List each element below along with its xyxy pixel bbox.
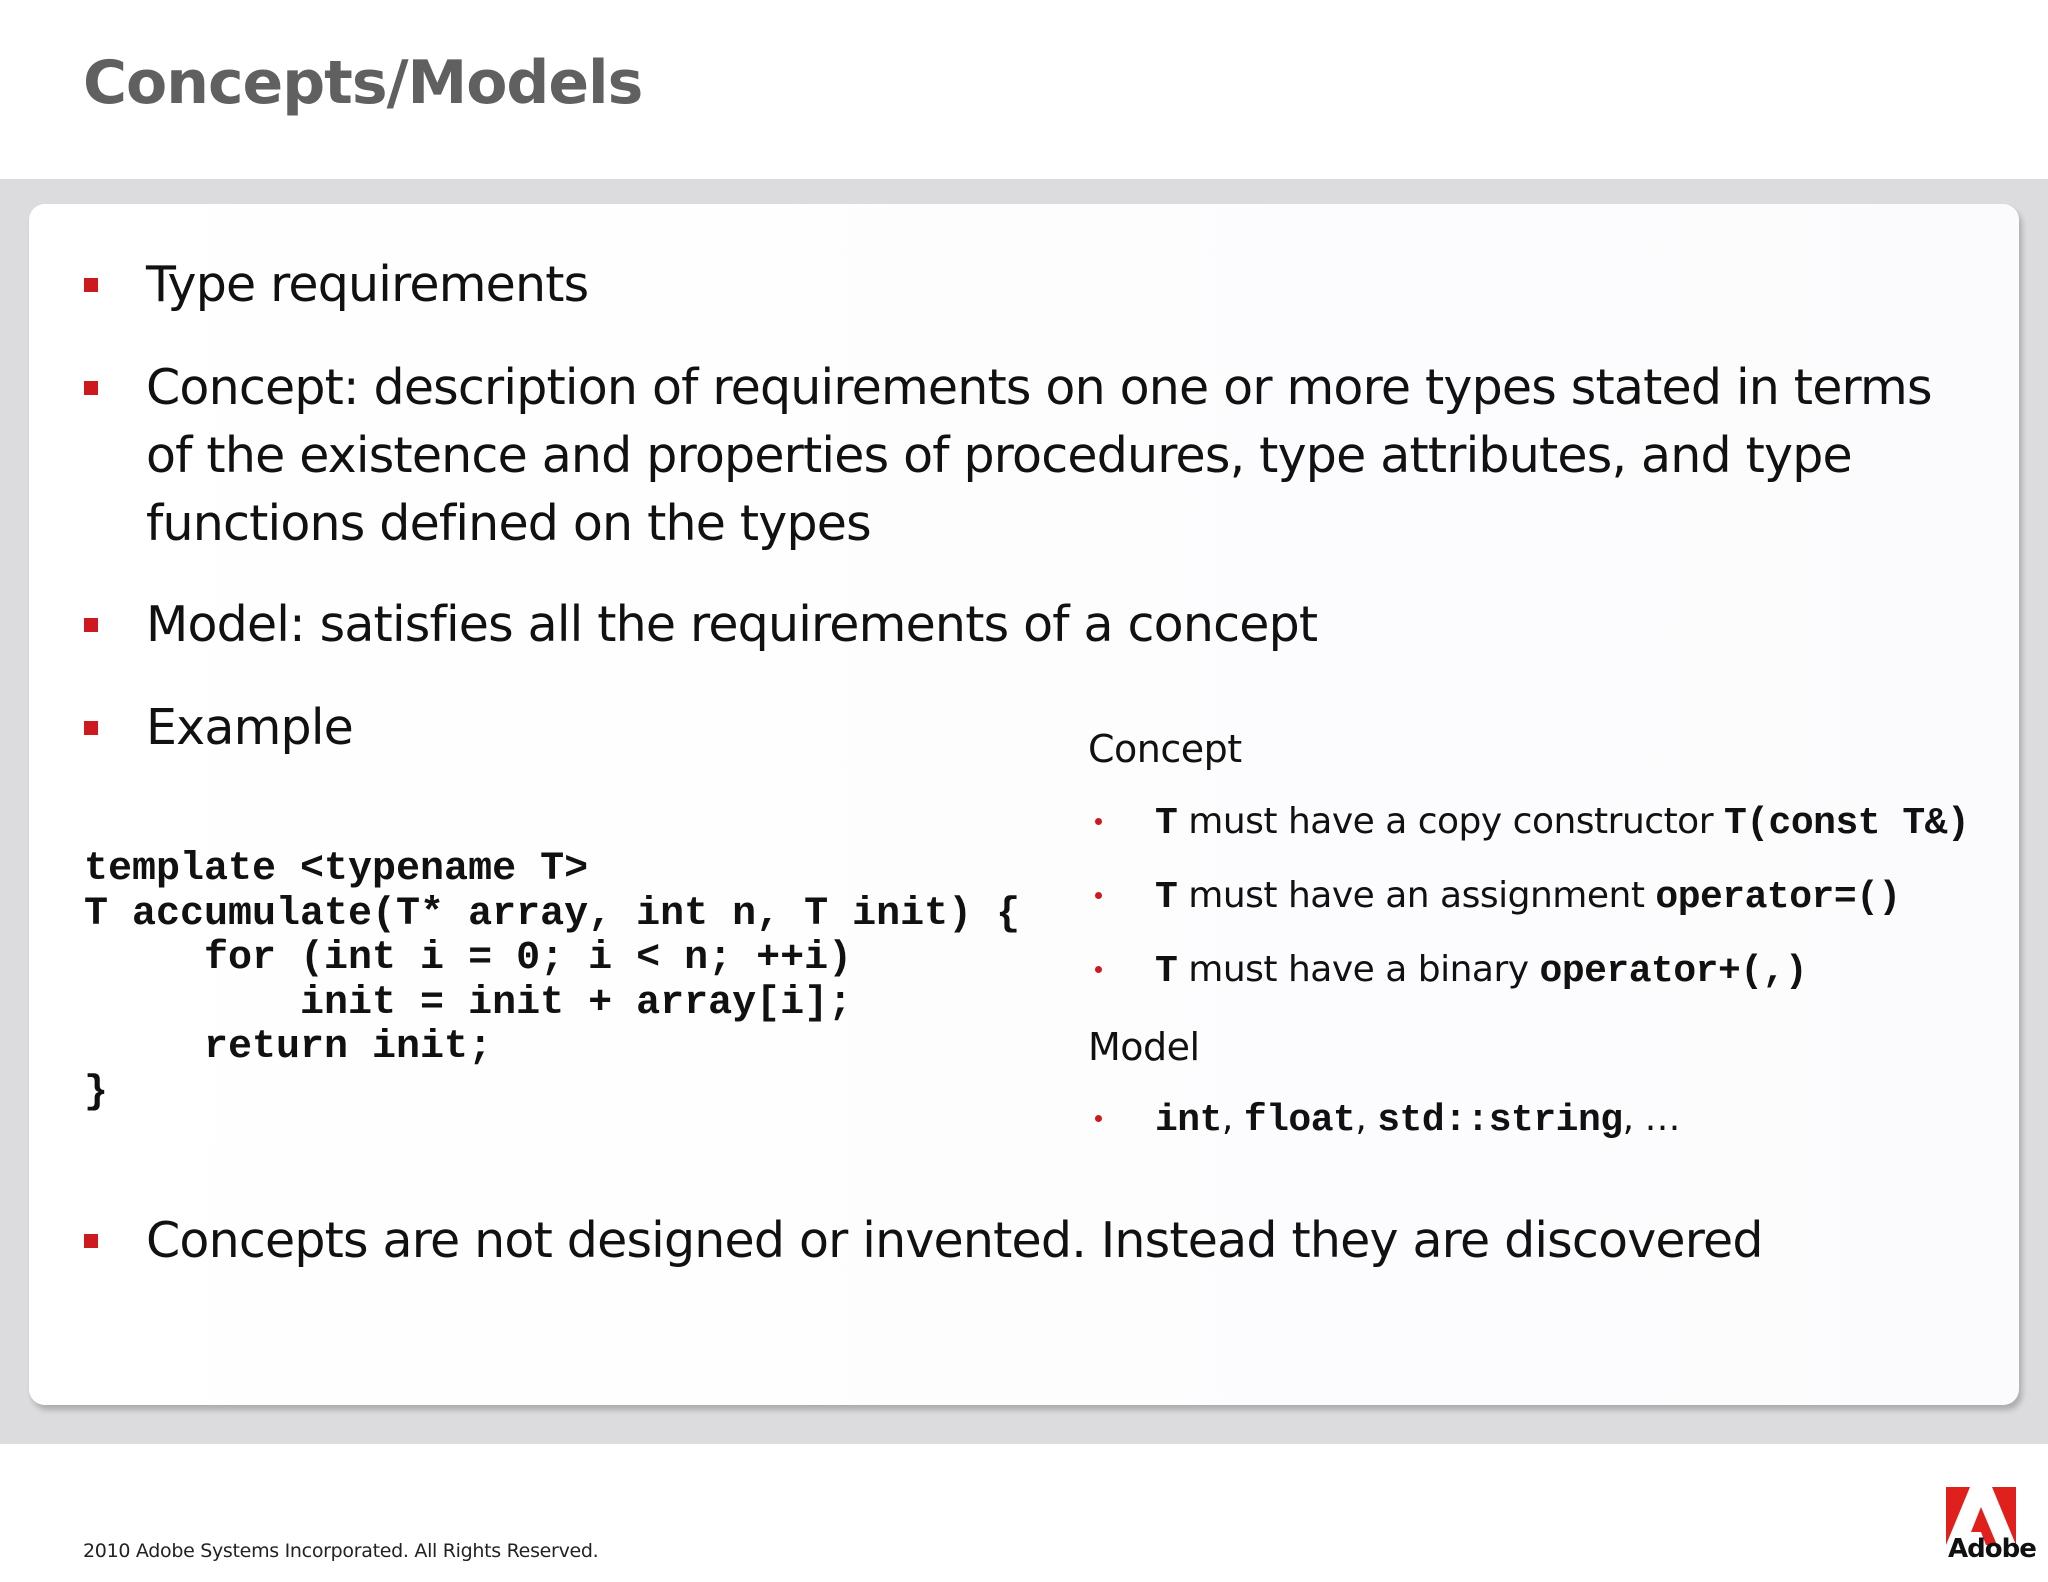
code-type: T [1155,876,1178,919]
concept-item-binary-operator [1155,945,1807,997]
model-label: Model [1088,1025,1200,1069]
model-type-float: float [1243,1099,1356,1142]
copyright-notice: 2010 Adobe Systems Incorporated. All Rights Reserved. [83,1540,599,1562]
bullet-square-icon [84,618,98,632]
bullet-text: Type requirements [146,256,589,313]
bullet-type-requirements [146,251,588,319]
slide-title: Concepts/Models [83,48,643,118]
code-line: return init; [84,1025,493,1070]
concept-item-copy-constructor [1155,797,1969,849]
code-block [84,848,1020,1115]
concept-item-text: must have a binary [1177,949,1540,990]
concept-item-text: must have an assignment [1177,875,1656,916]
model-separator: , [1355,1098,1378,1139]
code-type: T [1155,802,1178,845]
model-type-string: std::string [1377,1099,1623,1142]
bullet-text-line: Concept: description of requirements on one or more types stated in terms [146,359,1932,416]
bullet-text: Concepts are not designed or invented. Instead they are discovered [146,1212,1763,1269]
concept-label: Concept [1088,727,1242,771]
concept-item-text: must have a copy constructor [1177,801,1724,842]
adobe-logo-text: Adobe [1948,1534,2036,1564]
code-signature: operator+(,) [1539,950,1808,993]
bullet-dot-icon [1095,818,1102,825]
code-signature: operator=() [1655,876,1901,919]
code-line: } [84,1069,109,1115]
model-type-int: int [1155,1099,1222,1142]
bullet-example [146,694,353,762]
code-type: T [1155,950,1178,993]
model-item-types [1155,1094,1680,1146]
bullet-model [146,591,1317,659]
bullet-dot-icon [1095,966,1102,973]
model-ellipsis: , … [1622,1098,1680,1139]
bullet-square-icon [84,1234,98,1248]
code-line: template <typename T> [84,847,589,892]
concept-item-assignment [1155,871,1901,923]
code-signature: T(const T&) [1723,802,1970,845]
bullet-concept [146,354,1932,558]
model-separator: , [1221,1098,1244,1139]
code-line: for (int i = 0; i < n; ++i) [84,936,853,981]
bullet-square-icon [84,381,98,395]
bullet-dot-icon [1095,1115,1102,1122]
bullet-text-line: functions defined on the types [146,495,871,552]
bullet-text: Model: satisfies all the requirements of a concept [146,596,1318,653]
bullet-square-icon [84,721,98,735]
bullet-dot-icon [1095,892,1102,899]
bullet-square-icon [84,278,98,292]
bullet-text-line: of the existence and properties of procedures, type attributes, and type [146,427,1852,484]
code-line: T accumulate(T* array, int n, T init) { [84,891,1021,937]
code-line: init = init + array[i]; [84,980,853,1026]
bullet-text: Example [146,699,353,756]
bullet-discovered [146,1207,1763,1275]
